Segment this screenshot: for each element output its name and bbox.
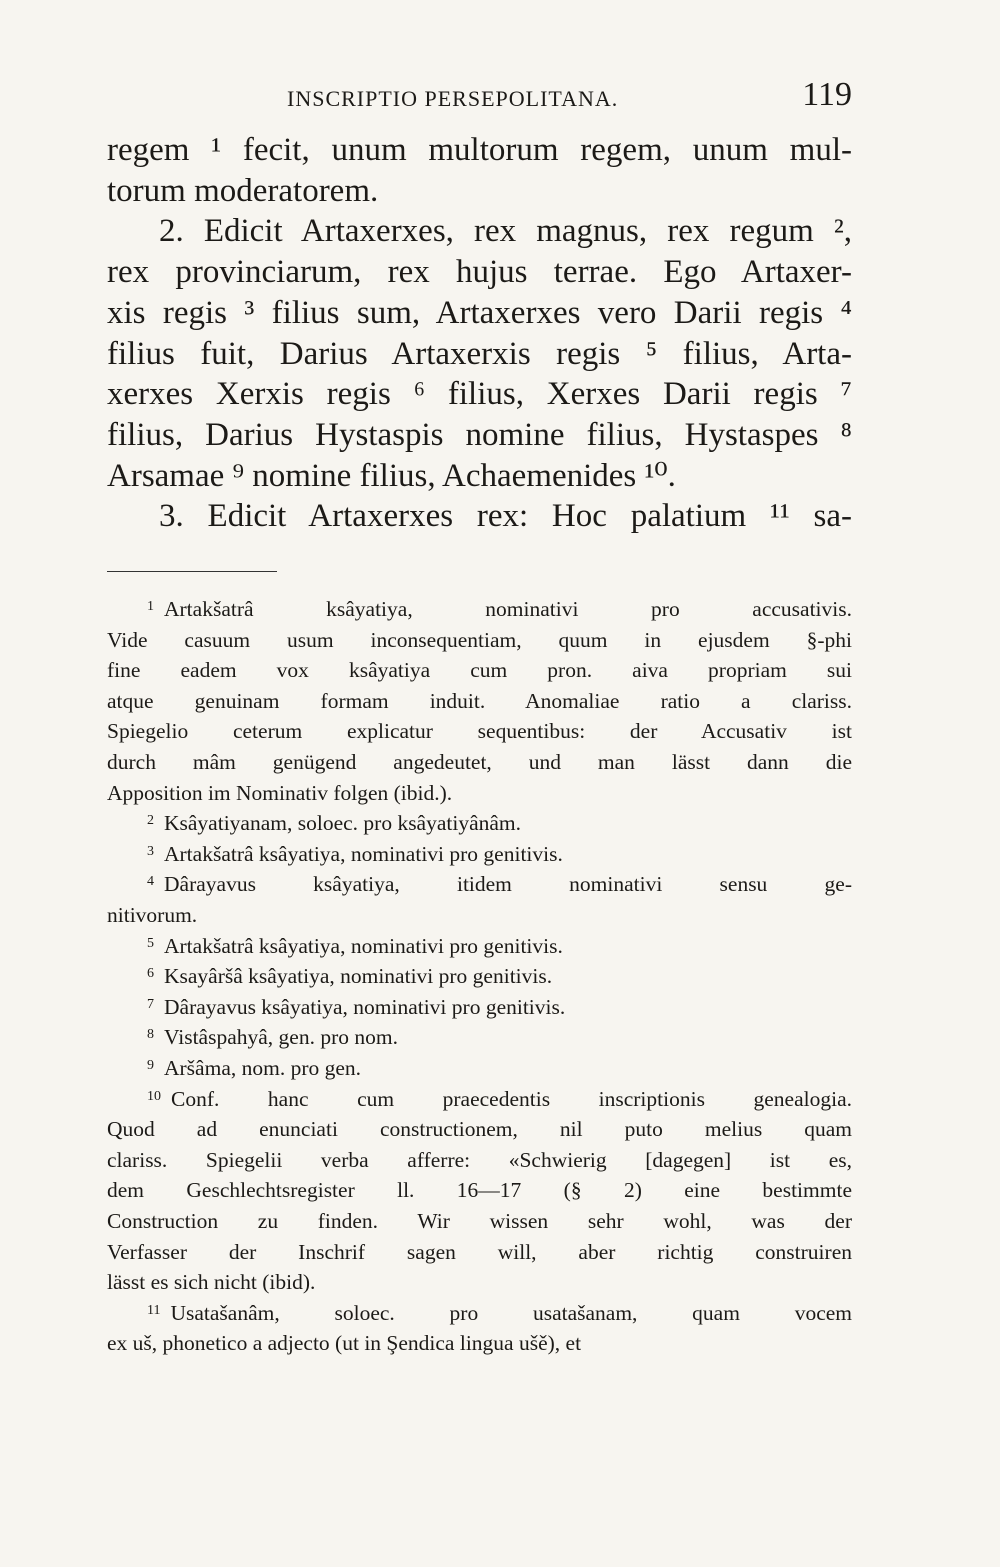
running-title: INSCRIPTIO PERSEPOLITANA. (287, 86, 619, 111)
footnote-line (107, 931, 852, 962)
footnote-line (107, 686, 852, 717)
footnote-number: 10 (147, 1088, 161, 1104)
text-line: 3. Edicit Artaxerxes rex: Hoc palatium ¹¹ sa- (159, 498, 852, 535)
footnote-text: Artakšatrâ ksâyatiya, nominativi pro genitivis. (164, 933, 563, 958)
footnote-text: Artakšatrâ ksâyatiya, nominativi pro accusativis. (164, 597, 852, 622)
text-line: xerxes Xerxis regis ⁶ filius, Xerxes Darii regis ⁷ (107, 376, 852, 413)
footnote-line (107, 1053, 852, 1084)
footnote-line (107, 961, 852, 992)
footnote-text: Ksâyatiyanam, soloec. pro ksâyatiyânâm. (164, 811, 522, 836)
footnote-line (107, 900, 852, 931)
footnote-number: 8 (147, 1027, 154, 1043)
footnote-text: Dârayavus ksâyatiya, itidem nominativi sensu ge- (164, 872, 852, 897)
footnote-number: 9 (147, 1057, 154, 1073)
footnote (107, 961, 852, 992)
main-text (107, 130, 852, 537)
footnote (107, 869, 852, 930)
footnote-text: Spiegelio ceterum explicatur sequentibus: der Accusativ ist (107, 719, 852, 744)
footnote-line (107, 1084, 852, 1115)
footnote-line (107, 1237, 852, 1268)
footnote (107, 1022, 852, 1053)
text-line: torum moderatorem. (107, 172, 379, 209)
footnote (107, 931, 852, 962)
text-line: 2. Edicit Artaxerxes, rex magnus, rex regum ², (159, 213, 852, 250)
footnote-line (107, 808, 852, 839)
footnote-line (107, 747, 852, 778)
text-line: xis regis ³ filius sum, Artaxerxes vero Darii regis ⁴ (107, 294, 852, 331)
footnote-text: nitivorum. (107, 902, 198, 927)
footnote-text: Conf. hanc cum praecedentis inscriptionis genealogia. (171, 1086, 852, 1111)
page-number: 119 (802, 76, 852, 113)
footnote-number: 4 (147, 874, 154, 890)
footnote-line (107, 1298, 852, 1329)
page-header (107, 76, 852, 124)
footnote-text: lässt es sich nicht (ibid). (107, 1270, 316, 1295)
footnote-line (107, 1175, 852, 1206)
footnote-text: Ksayâršâ ksâyatiya, nominativi pro genitivis. (164, 964, 553, 989)
footnote-line (107, 869, 852, 900)
footnote-text: Verfasser der Inschrif sagen will, aber richtig construiren (107, 1239, 852, 1264)
footnote-text: Dârayavus ksâyatiya, nominativi pro genitivis. (164, 994, 566, 1019)
footnote (107, 839, 852, 870)
footnote-separator (107, 571, 277, 572)
footnote-number: 1 (147, 599, 154, 615)
footnote-line (107, 778, 852, 809)
footnote-text: clariss. Spiegelii verba afferre: «Schwierig [dagegen] ist es, (107, 1147, 852, 1172)
footnote (107, 992, 852, 1023)
footnote-text: durch mâm genügend angedeutet, und man lässt dann die (107, 750, 852, 774)
text-line: filius fuit, Darius Artaxerxis regis ⁵ filius, Arta- (107, 335, 852, 372)
footnote-text: ex uš, phonetico a adjecto (ut in Şendica lingua ušě), et (107, 1331, 582, 1356)
footnote-text: fine eadem vox ksâyatiya cum pron. aiva propriam sui (107, 658, 852, 683)
footnote-number: 7 (147, 996, 154, 1012)
footnote-line (107, 625, 852, 656)
footnote-number: 5 (147, 935, 154, 951)
footnote (107, 1298, 852, 1359)
footnote-text: Apposition im Nominativ folgen (ibid.). (107, 780, 453, 805)
footnote-text: Aršâma, nom. pro gen. (164, 1055, 362, 1080)
footnote-line (107, 594, 852, 625)
footnote-line (107, 655, 852, 686)
footnote-text: Usatašanâm, soloec. pro usatašanam, quam vocem (170, 1300, 852, 1325)
footnote-line (107, 1328, 852, 1359)
footnote-text: Vistâspahyâ, gen. pro nom. (164, 1025, 398, 1050)
footnote-number: 6 (147, 966, 154, 982)
footnote (107, 1053, 852, 1084)
text-line: rex provinciarum, rex hujus terrae. Ego Artaxer- (107, 254, 852, 291)
footnote (107, 594, 852, 808)
footnote-line (107, 1114, 852, 1145)
text-line: regem ¹ fecit, unum multorum regem, unum mul- (107, 132, 852, 168)
footnote-line (107, 1022, 852, 1053)
text-line: filius, Darius Hystaspis nomine filius, Hystaspes ⁸ (107, 416, 852, 453)
footnote-line (107, 839, 852, 870)
footnote-text: atque genuinam formam induit. Anomaliae ratio a clariss. (107, 688, 852, 713)
footnote-number: 11 (147, 1302, 161, 1318)
footnote (107, 1084, 852, 1298)
footnote (107, 808, 852, 839)
footnote-text: Artakšatrâ ksâyatiya, nominativi pro genitivis. (164, 841, 563, 866)
footnote-line (107, 716, 852, 747)
footnote-text: Vide casuum usum inconsequentiam, quum in ejusdem §-phi (107, 627, 852, 652)
footnote-line (107, 1267, 852, 1298)
footnote-text: Quod ad enunciati constructionem, nil puto melius quam (107, 1117, 852, 1142)
footnote-line (107, 992, 852, 1023)
text-line: Arsamae ⁹ nomine filius, Achaemenides ¹⁰. (107, 457, 676, 494)
book-page (107, 76, 852, 1359)
footnote-text: dem Geschlechtsregister ll. 16—17 (§ 2) eine bestimmte (107, 1178, 852, 1203)
footnote-number: 2 (147, 813, 154, 829)
footnote-line (107, 1206, 852, 1237)
footnotes (107, 594, 852, 1359)
footnote-number: 3 (147, 843, 154, 859)
footnote-line (107, 1145, 852, 1176)
footnote-text: Construction zu finden. Wir wissen sehr wohl, was der (107, 1208, 852, 1233)
